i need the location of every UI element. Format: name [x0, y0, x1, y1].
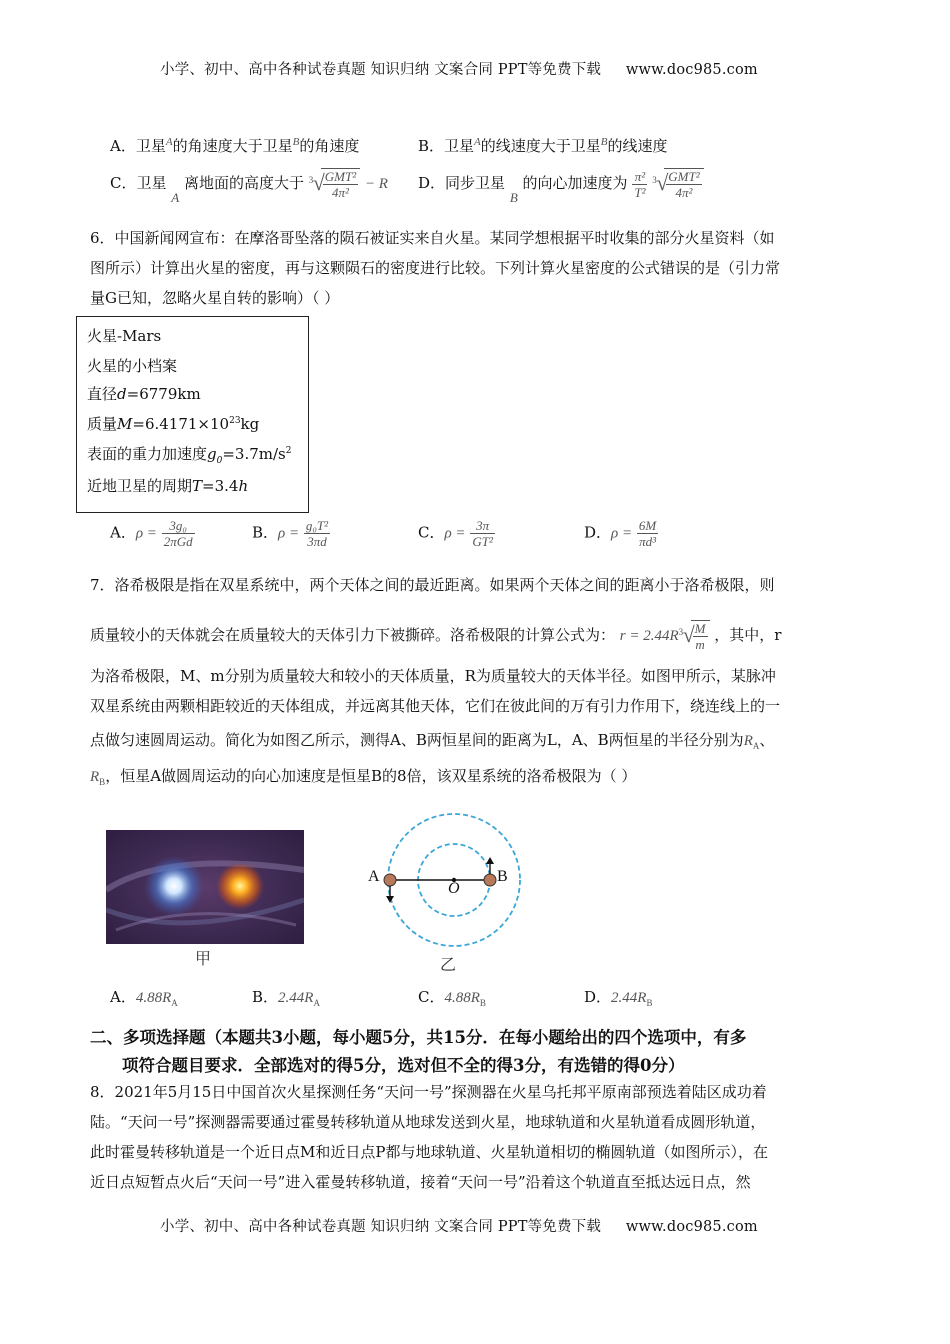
q5-option-a: A．卫星$^A$的角速度大于卫星$^B$的角速度: [110, 136, 360, 155]
q6-line-2: 图所示）计算出火星的密度，再与这颗陨石的密度进行比较。下列计算火星密度的公式错误的是（引力常: [90, 259, 781, 277]
mars-info-box: [76, 316, 309, 513]
orange-star-icon: [216, 862, 264, 910]
binary-star-photo: [106, 830, 304, 944]
q8-line-1: 8．2021年5月15日中国首次火星探测任务“天问一号”探测器在火星乌托邦平原南部预选着陆区成功着: [90, 1083, 767, 1101]
q6-option-b: B．ρ = $\frac{\text{g₀T²}}{3\pi d}$: [252, 518, 329, 549]
section2-heading-line-2: 项符合题目要求．全部选对的得5分，选对但不全的得3分，有选错的得0分）: [122, 1056, 685, 1075]
q7-option-b: B．$2.44R_A$: [252, 988, 320, 1008]
box-period: 近地卫星的周期T=3.4h: [87, 477, 249, 495]
box-subtitle: 火星的小档案: [87, 357, 178, 375]
q7-option-a: A．$4.88R_A$: [110, 988, 178, 1008]
label-o: O: [448, 880, 460, 897]
page-footer: [160, 1215, 758, 1236]
box-diameter: 直径d=6779km: [87, 385, 201, 403]
figure-label-yi: 乙: [440, 955, 457, 974]
q5-option-d: D．同步卫星 B 的向心加速度为 $\frac{\text{π²}}{\text{T²}}$ 3 √ $\frac{\text{GMT²}}{\text{4π²}}$: [418, 168, 704, 200]
orbit-diagram: [360, 812, 560, 962]
figure-label-jia: 甲: [195, 949, 212, 968]
box-title: 火星-Mars: [87, 327, 162, 345]
q8-line-2: 陆。“天问一号”探测器需要通过霍曼转移轨道从地球发送到火星，地球轨道和火星轨道看成圆形轨道，: [90, 1113, 766, 1131]
header-text: 小学、初中、高中各种试卷真题 知识归纳 文案合同 PPT等免费下载: [160, 62, 602, 78]
header-url: www.doc985.com: [625, 62, 758, 78]
footer-url: www.doc985.com: [625, 1219, 758, 1235]
footer-text: 小学、初中、高中各种试卷真题 知识归纳 文案合同 PPT等免费下载: [160, 1219, 602, 1235]
q7-line-6: $R_B$，恒星A做圆周运动的向心加速度是恒星B的8倍，该双星系统的洛希极限为（ ）: [90, 767, 637, 787]
q6-option-a: A．ρ = $\frac{\text{3g₀}}{\text{2πGd}}$: [110, 518, 193, 549]
q7-line-5: 点做匀速圆周运动。简化为如图乙所示，测得A、B两恒星间的距离为L，A、B两恒星的半径分别为$R_A$、: [90, 731, 775, 751]
label-b: B: [497, 868, 508, 885]
q7-option-d: D．$2.44R_B$: [584, 988, 653, 1008]
q8-line-3: 此时霍曼转移轨道是一个近日点M和近日点P都与地球轨道、火星轨道相切的椭圆轨道（如图所示），在: [90, 1143, 768, 1161]
q6-option-d: D．ρ = $\frac{6M}{\text{πd³}}$: [584, 518, 657, 549]
q6-option-c: C．ρ = $\frac{3\pi}{\text{GT²}}$: [418, 518, 493, 549]
q5-option-b: B．卫星$^A$的线速度大于卫星$^B$的线速度: [418, 136, 668, 155]
arrow-down-icon: [386, 896, 394, 903]
box-mass: 质量$M=6.4171\times 10^{23}kg$: [87, 415, 260, 433]
q7-line-1: 7．洛希极限是指在双星系统中，两个天体之间的最近距离。如果两个天体之间的距离小于洛希极限，则: [90, 576, 775, 594]
q7-line-3: 为洛希极限，M、m分别为质量较大和较小的天体质量，R为质量较大的天体半径。如图甲所示，某脉冲: [90, 667, 776, 685]
q7-line-4: 双星系统由两颗相距较近的天体组成，并远离其他天体，它们在彼此间的万有引力作用下，绕连线上的一: [90, 697, 781, 715]
label-a: A: [368, 868, 380, 885]
q8-line-4: 近日点短暂点火后“天问一号”进入霍曼转移轨道，接着“天问一号”沿着这个轨道直至抵达远日点，然: [90, 1173, 751, 1191]
arrow-up-icon: [486, 857, 494, 864]
q5-option-c: C．卫星 A 离地面的高度大于 3 √ $\frac{\text{GMT²}}{\text{4π²}}$ − R: [110, 169, 388, 205]
blue-star-icon: [144, 856, 204, 916]
q6-line-1: 6．中国新闻网宣布：在摩洛哥坠落的陨石被证实来自火星。某同学想根据平时收集的部分火星资料（如: [90, 229, 775, 247]
page-header: [160, 58, 758, 79]
q6-line-3: 量G已知，忽略火星自转的影响）（ ）: [90, 289, 340, 307]
q7-option-c: C．$4.88R_B$: [418, 988, 486, 1008]
q7-line-2: 质量较小的天体就会在质量较大的天体引力下被撕碎。洛希极限的计算公式为： r = 2.44R 3 √ $\frac{M}{m}$ ，其中，r: [90, 621, 782, 652]
section2-heading-line-1: 二、多项选择题（本题共3小题，每小题5分，共15分．在每小题给出的四个选项中，有多: [90, 1028, 747, 1047]
star-a-icon: [384, 874, 396, 886]
box-gravity: 表面的重力加速度$g_0=3.7m/s^2$: [87, 445, 292, 466]
star-b-icon: [484, 874, 496, 886]
